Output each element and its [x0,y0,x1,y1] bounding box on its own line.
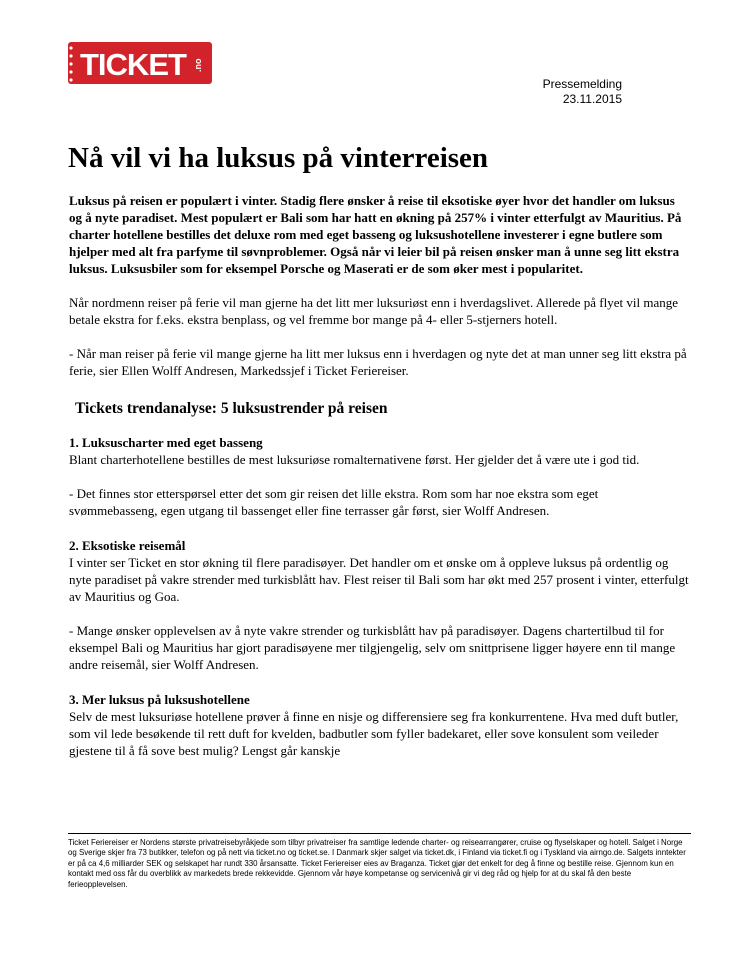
press-label: Pressemelding [542,77,622,91]
page-title: Nå vil vi ha luksus på vinterreisen [68,142,489,174]
trend-1-heading: 1. Luksuscharter med eget basseng [69,435,263,450]
paragraph-2: - Når man reiser på ferie vil mange gjerne ha litt mer luksus enn i hverdagen og nyte det at man unner seg litt ekstra på ferie, sier Ellen Wolff Andresen, Markedssjef i Ticket Feriereiser. [69,346,687,378]
trend-3-section [69,691,689,759]
trend-1-text: Blant charterhotellene bestilles de mest luksuriøse romalternativene først. Her gjelder det å være ute i god tid. [69,452,640,467]
trend-2-quote: - Mange ønsker opplevelsen av å nyte vakre strender og turkisblått hav på paradisøyer. Dagens chartertilbud til for eksempel Bali og Mauritius har gjort paradisøyene mer tilgjengelig, selv om snittprisene ligger høyere enn til mange andre reisemål, sier Wolff Andresen. [69,623,676,672]
svg-text:.no: .no [193,58,203,72]
ticket-logo [68,42,212,84]
trend-1-quote: - Det finnes stor etterspørsel etter det som gir reisen det lille ekstra. Rom som har noe ekstra som eget svømmebasseng, egen utgang til bassenget eller fine terrasser går først, sier Wolff Andresen. [69,486,599,518]
trend-3-heading: 3. Mer luksus på luksushotellene [69,692,250,707]
trend-1-section [69,434,689,468]
trend-2-heading: 2. Eksotiske reisemål [69,538,186,553]
trend-3-text: Selv de mest luksuriøse hotellene prøver å finne en nisje og differensiere seg fra konkurrentene. Hva med duft butler, som vil lede besøkende til rett duft for kvelden, badbutler som fyller badekaret, eller sove konsulent som veileder gjestene til å få sove best mulig? Lengst går kanskje [69,709,679,758]
trend-2-text: I vinter ser Ticket en stor økning til flere paradisøyer. Det handler om et ønske om å oppleve luksus på ordentlig og nyte paradiset på vakre strender med turkisblått hav. Flest reiser til Bali som har økt med 257 prosent i vinter, etterfulgt av Mauritius og Goa. [69,555,689,604]
trend-2-section [69,537,689,605]
footer-note: Ticket Feriereiser er Nordens største privatreisebyråkjede som tilbyr privatreiser fra samtlige ledende charter- og reisearrangører, cruise og flyselskaper og hotell. Salget i Norge og Sverige skjer fra 73 butikker, telefon og på nett via ticket.no og ticket.se. I Danmark skjer salget via ticket.dk, i Finland via ticket.fi og i Tyskland via airngo.de. Salgets inntekter er på ca 4,6 milliarder SEK og selskapet har rundt 330 årsansatte. Ticket Feriereiser eies av Braganza. Ticket gjør det enkelt for deg å finne og bestille reise. Gjennom kun en kontakt med oss får du overblikk av markedets brede rekkevidde. Gjennom vår høye kompetanse og servicenivå gir vi deg råd og hjelp for at du skal få den beste ferieopplevelsen. [68,833,691,890]
section-title: Tickets trendanalyse: 5 luksustrender på reisen [75,400,388,417]
paragraph-1: Når nordmenn reiser på ferie vil man gjerne ha det litt mer luksuriøst enn i hverdagslivet. Allerede på flyet vil mange betale ekstra for f.eks. ekstra benplass, og vel fremme bor mange på 4- eller 5-stjerners hotell. [69,295,678,327]
press-date: 23.11.2015 [562,92,622,106]
lead-paragraph: Luksus på reisen er populært i vinter. Stadig flere ønsker å reise til eksotiske øyer hvor det handler om luksus og å nyte paradiset. Mest populært er Bali som har hatt en økning på 257% i vinter etterfulgt av Mauritius. På charter hotellene bestilles det deluxe rom med eget basseng og luksushotellene investerer i egne butlere som hjelper med alt fra parfyme til søvnproblemer. Også når vi leier bil på reisen ønsker man å unne seg litt ekstra luksus. Luksusbiler som for eksempel Porsche og Maserati er de som øker mest i popularitet. [69,193,682,276]
article-body [69,192,689,759]
logo-graphic [68,42,212,84]
press-release-meta [543,77,622,107]
svg-text:TICKET: TICKET [80,47,186,82]
